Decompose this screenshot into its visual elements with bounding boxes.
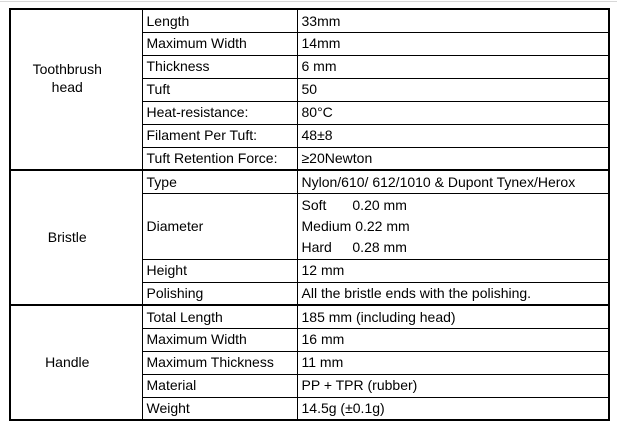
- spec-label: Maximum Thickness: [142, 351, 297, 374]
- spec-value: All the bristle ends with the polishing.: [297, 282, 609, 305]
- spec-value: 6 mm: [297, 55, 609, 78]
- section-label-toothbrush-head: Toothbrush head: [10, 9, 142, 170]
- table-row: [10, 9, 609, 32]
- spec-label: Weight: [142, 397, 297, 420]
- spec-value: 185 mm (including head): [297, 305, 609, 328]
- spec-label: Maximum Width: [142, 32, 297, 55]
- spec-value: 12 mm: [297, 259, 609, 282]
- diameter-line-soft: [302, 195, 607, 216]
- spec-label: Total Length: [142, 305, 297, 328]
- diameter-line-medium: [302, 216, 607, 237]
- spec-label: Height: [142, 259, 297, 282]
- spec-value: 48±8: [297, 124, 609, 147]
- spec-value: Nylon/610/ 612/1010 & Dupont Tynex/Herox: [297, 170, 609, 193]
- spec-value: 50: [297, 78, 609, 101]
- diameter-size: 0.20 mm: [352, 196, 407, 213]
- spec-value: 33mm: [297, 9, 609, 32]
- diameter-grade: Soft: [301, 196, 327, 213]
- spec-value: 14.5g (±0.1g): [297, 397, 609, 420]
- section-label-handle: Handle: [10, 305, 142, 420]
- spec-label: Type: [142, 170, 297, 193]
- diameter-grade: Medium: [301, 217, 352, 234]
- spec-label: Maximum Width: [142, 328, 297, 351]
- spec-label: Tuft Retention Force:: [142, 147, 297, 170]
- spec-value: 16 mm: [297, 328, 609, 351]
- spec-label: Length: [142, 9, 297, 32]
- diameter-line-hard: [302, 237, 607, 258]
- table-row: [10, 305, 609, 328]
- spec-label: Filament Per Tuft:: [142, 124, 297, 147]
- spec-value: ≥20Newton: [297, 147, 609, 170]
- spec-label: Heat-resistance:: [142, 101, 297, 124]
- spec-label: Diameter: [142, 193, 297, 259]
- spec-label: Thickness: [142, 55, 297, 78]
- spec-value: 11 mm: [297, 351, 609, 374]
- table-row: [10, 170, 609, 193]
- spec-label: Material: [142, 374, 297, 397]
- spec-label: Polishing: [142, 282, 297, 305]
- spec-table: [9, 8, 610, 421]
- section-label-bristle: Bristle: [10, 170, 142, 305]
- spec-value: 14mm: [297, 32, 609, 55]
- diameter-size: 0.22 mm: [355, 217, 410, 234]
- spec-value-diameter: [297, 193, 609, 259]
- diameter-size: 0.28 mm: [352, 238, 407, 255]
- spec-value: PP + TPR (rubber): [297, 374, 609, 397]
- spec-value: 80°C: [297, 101, 609, 124]
- page-top-rule: [0, 1, 617, 2]
- diameter-grade: Hard: [301, 238, 332, 255]
- spec-label: Tuft: [142, 78, 297, 101]
